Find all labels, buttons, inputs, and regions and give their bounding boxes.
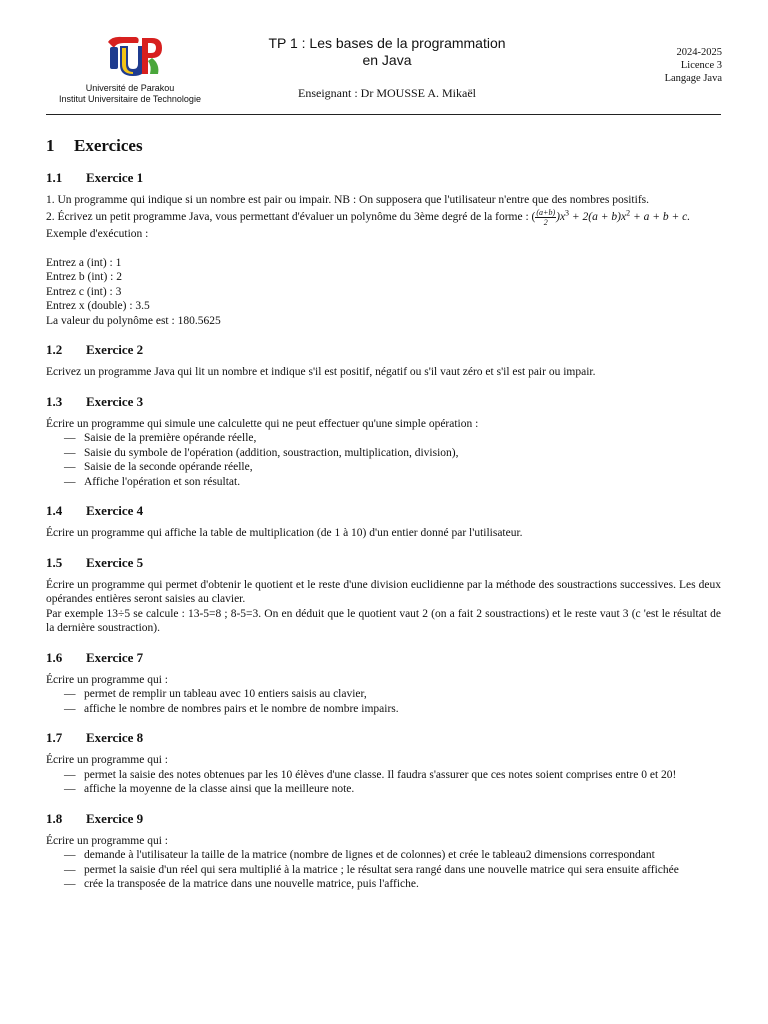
exercise-number: 1.2	[46, 342, 63, 357]
list-item-text: permet la saisie des notes obtenues par les 10 élèves d'une classe. Il faudra s'assurer que ces notes soient comprises entre 0 et 20!	[84, 768, 677, 781]
fraction	[535, 208, 556, 227]
exponent: 3	[565, 207, 570, 217]
example-line: Entrez x (double) : 3.5	[46, 300, 150, 312]
course-name: Langage Java	[664, 73, 722, 84]
list-item	[46, 782, 721, 797]
exercise-title: Exercice 7	[86, 649, 144, 665]
list-item-text: Saisie du symbole de l'opération (addition, soustraction, multiplication, division),	[84, 446, 459, 459]
example-line: Entrez b (int) : 2	[46, 271, 123, 283]
exercise-1-item-2	[46, 208, 721, 227]
example-label: Exemple d'exécution :	[46, 227, 149, 240]
list-dash: —	[64, 768, 76, 781]
section-title: Exercices	[74, 136, 143, 155]
exercise-title: Exercice 9	[86, 810, 144, 826]
list-dash: —	[64, 432, 76, 444]
item-2-text: 2. Écrivez un petit programme Java, vous permettant d'évaluer un polynôme du 3ème degré de la forme : (	[46, 210, 536, 223]
exercise-5-para-1: Écrire un programme qui permet d'obtenir le quotient et le reste d'une division euclidienne par la méthode des soustractions successives. Les deux opérandes entières seront saisies au clavier.	[46, 578, 721, 605]
list-item	[46, 848, 721, 863]
exercise-3-list	[46, 431, 721, 489]
polynomial-part: + 2(a + b)x	[569, 210, 627, 223]
list-item	[46, 431, 721, 446]
exercise-1-item-1: 1. Un programme qui indique si un nombre est pair ou impair. NB : On supposera que l'utilisateur n'entre que des nombres positifs.	[46, 194, 649, 206]
exercise-number: 1.4	[46, 503, 63, 518]
fraction-denominator: 2	[543, 217, 548, 227]
polynomial-part: )x	[556, 210, 566, 223]
list-item-text: Saisie de la seconde opérande réelle,	[84, 461, 253, 473]
exercise-7-intro: Écrire un programme qui :	[46, 673, 168, 686]
university-name: Université de Parakou	[85, 83, 175, 93]
list-dash: —	[64, 475, 76, 488]
list-dash: —	[64, 461, 76, 473]
document-body	[46, 136, 721, 892]
exercise-title: Exercice 1	[86, 170, 144, 185]
exercise-4-text: Écrire un programme qui affiche la table de multiplication (de 1 à 10) d'un entier donné par l'utilisateur.	[46, 527, 523, 539]
list-dash: —	[64, 702, 76, 715]
exercise-number: 1.3	[46, 393, 63, 409]
list-item	[46, 768, 721, 783]
fraction-numerator: (a+b)	[536, 207, 556, 217]
exercise-7-list	[46, 687, 721, 716]
exercise-title: Exercice 3	[86, 393, 144, 409]
exercise-5-heading	[46, 555, 721, 571]
list-item	[46, 863, 721, 878]
exercise-4-heading	[46, 503, 721, 519]
exercise-title: Exercice 2	[86, 342, 144, 357]
list-item	[46, 475, 721, 490]
exercise-2-text: Ecrivez un programme Java qui lit un nombre et indique s'il est positif, négatif ou s'il vaut zéro et s'il est pair ou impair.	[46, 366, 596, 378]
university-logo	[102, 34, 164, 80]
example-line: Entrez a (int) : 1	[46, 256, 122, 269]
exercise-title: Exercice 5	[86, 554, 144, 570]
list-item-text: crée la transposée de la matrice dans une nouvelle matrice, puis l'affiche.	[84, 878, 419, 890]
exercise-title: Exercice 8	[86, 730, 144, 745]
exercise-title: Exercice 4	[86, 503, 144, 518]
list-item-text: permet la saisie d'un réel qui sera multiplié à la matrice ; le résultat sera rangé dans une nouvelle matrice qui sera ensuite affichée	[84, 863, 679, 876]
example-line: La valeur du polynôme est : 180.5625	[46, 314, 221, 327]
list-dash: —	[64, 849, 76, 861]
exponent: 2	[626, 207, 631, 217]
exercise-9-intro: Écrire un programme qui :	[46, 834, 168, 847]
list-item-text: affiche la moyenne de la classe ainsi que la meilleure note.	[84, 783, 355, 795]
list-dash: —	[64, 878, 76, 890]
list-item-text: Affiche l'opération et son résultat.	[84, 475, 241, 488]
exercise-number: 1.1	[46, 170, 63, 185]
level: Licence 3	[680, 60, 722, 71]
exercise-5-para-2: Par exemple 13÷5 se calcule : 13-5=8 ; 8-5=3. On en déduit que le quotient vaut 2 (on a fait 2 soustractions) et le reste vaut 3 (c 'est le résultat de la dernière soustraction).	[46, 607, 721, 634]
exercise-number: 1.6	[46, 649, 63, 665]
list-item	[46, 877, 721, 892]
list-item-text: affiche le nombre de nombres pairs et le nombre de nombre impairs.	[84, 702, 399, 715]
list-item	[46, 702, 721, 717]
list-dash: —	[64, 446, 76, 459]
exercise-7-heading	[46, 650, 721, 666]
document-title: TP 1 : Les bases de la programmation	[268, 35, 506, 51]
exercise-number: 1.8	[46, 810, 63, 826]
list-dash: —	[64, 783, 76, 795]
document-title-line2: en Java	[362, 52, 412, 68]
exercise-9-list	[46, 848, 721, 892]
list-item-text: Saisie de la première opérande réelle,	[84, 432, 257, 444]
section-number: 1	[46, 136, 55, 155]
exercise-8-heading	[46, 730, 721, 746]
teacher-name: Enseignant : Dr MOUSSE A. Mikaël	[298, 86, 476, 100]
list-item	[46, 687, 721, 702]
list-item-text: demande à l'utilisateur la taille de la matrice (nombre de lignes et de colonnes) et crée le tableau2 dimensions correspondant	[84, 849, 655, 861]
section-heading	[46, 136, 721, 156]
academic-year: 2024-2025	[676, 47, 722, 58]
list-item	[46, 446, 721, 461]
list-dash: —	[64, 863, 76, 876]
exercise-3-intro: Écrire un programme qui simule une calculette qui ne peut effectuer qu'une simple opération :	[46, 417, 479, 430]
example-line: Entrez c (int) : 3	[46, 285, 122, 298]
institute-name: Institut Universitaire de Technologie	[59, 94, 201, 104]
exercise-8-intro: Écrire un programme qui :	[46, 754, 168, 766]
list-item-text: permet de remplir un tableau avec 10 entiers saisis au clavier,	[84, 688, 367, 700]
exercise-1-heading	[46, 170, 721, 186]
exercise-number: 1.7	[46, 730, 63, 745]
exercise-3-heading	[46, 394, 721, 410]
polynomial-part: + a + b + c.	[630, 210, 691, 223]
exercise-8-list	[46, 768, 721, 797]
list-dash: —	[64, 688, 76, 700]
header-divider	[46, 114, 721, 115]
list-item	[46, 460, 721, 475]
exercise-number: 1.5	[46, 554, 63, 570]
exercise-9-heading	[46, 811, 721, 827]
exercise-2-heading	[46, 342, 721, 358]
